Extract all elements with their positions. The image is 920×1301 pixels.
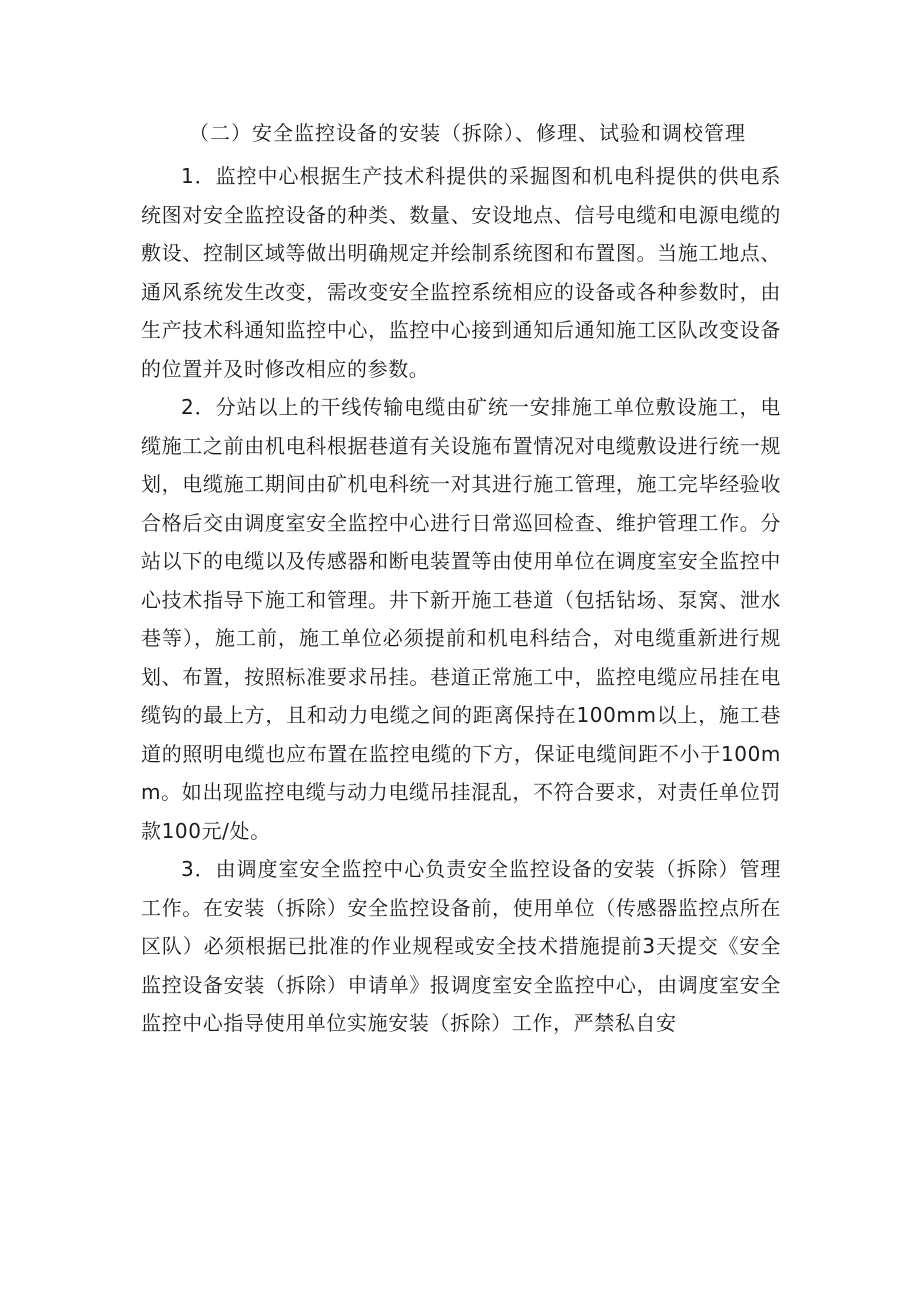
paragraph-3: 3．由调度室安全监控中心负责安全监控设备的安装（拆除）管理工作。在安装（拆除）安全监控设备前，使用单位（传感器监控点所在区队）必须根据已批准的作业规程或安全技术措施提前3天提交《安全监控设备安装（拆除）申请单》报调度室安全监控中心，由调度室安全监控中心指导使用单位实施安装（拆除）工作，严禁私自安 bbox=[141, 857, 781, 1035]
paragraph-2: 2．分站以上的干线传输电缆由矿统一安排施工单位敷设施工，电缆施工之前由机电科根据巷道有关设施布置情况对电缆敷设进行统一规划，电缆施工期间由矿机电科统一对其进行施工管理，施工完毕经验收合格后交由调度室安全监控中心进行日常巡回检查、维护管理工作。分站以下的电缆以及传感器和断电装置等由使用单位在调度室安全监控中心技术指导下施工和管理。井下新开施工巷道（包括钻场、泵窝、泄水巷等），施工前，施工单位必须提前和机电科结合，对电缆重新进行规划、布置，按照标准要求吊挂。巷道正常施工中，监控电缆应吊挂在电缆钩的最上方，且和动力电缆之间的距离保持在100mm以上，施工巷道的照明电缆也应布置在监控电缆的下方，保证电缆间距不小于100mm。如出现监控电缆与动力电缆吊挂混乱，不符合要求，对责任单位罚款100元/处。 bbox=[141, 395, 781, 843]
paragraph-1: 1．监控中心根据生产技术科提供的采掘图和机电科提供的供电系统图对安全监控设备的种类、数量、安设地点、信号电缆和电源电缆的敷设、控制区域等做出明确规定并绘制系统图和布置图。当施工地点、通风系统发生改变，需改变安全监控系统相应的设备或各种参数时，由生产技术科通知监控中心，监控中心接到通知后通知施工区队改变设备的位置并及时修改相应的参数。 bbox=[141, 164, 781, 381]
section-heading: （二）安全监控设备的安装（拆除）、修理、试验和调校管理 bbox=[189, 121, 746, 145]
document-body bbox=[141, 114, 781, 1043]
